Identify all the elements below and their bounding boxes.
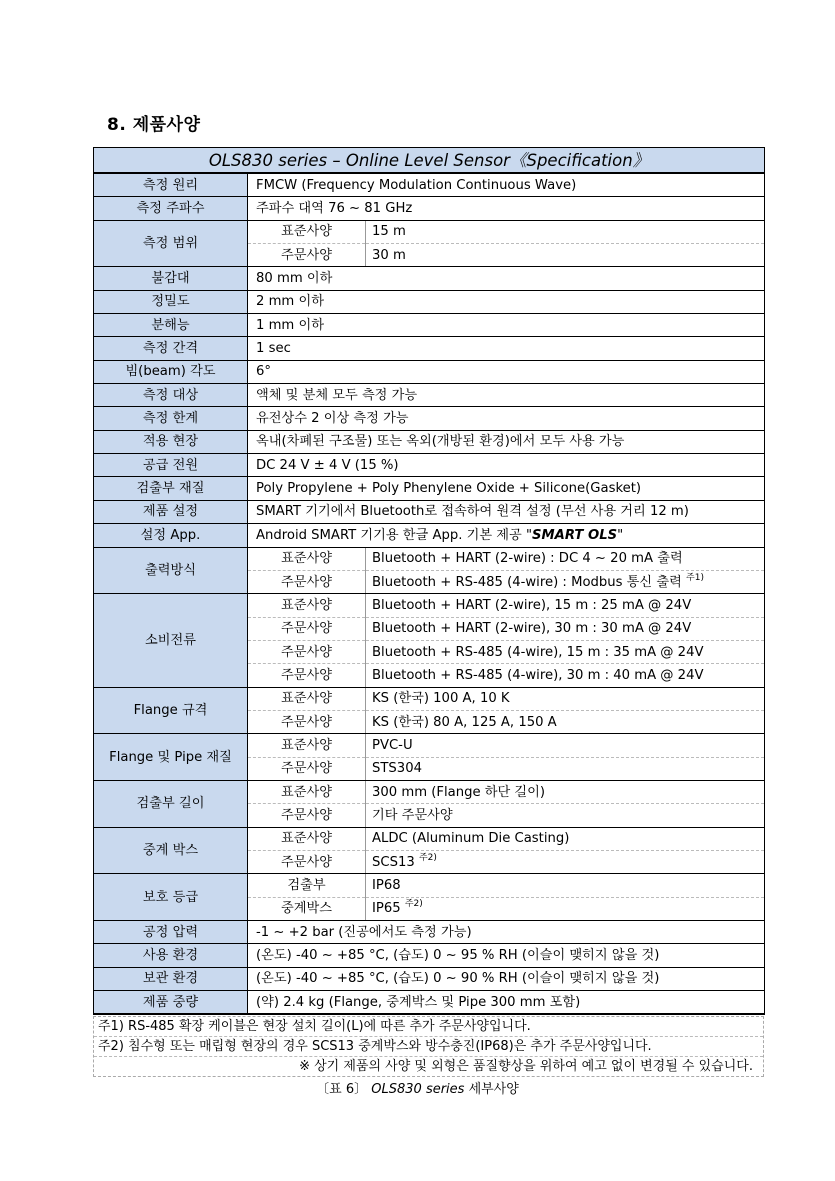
row-value: 주파수 대역 76 ~ 81 GHz: [248, 197, 765, 220]
row-value: FMCW (Frequency Modulation Continuous Wave): [248, 173, 765, 197]
row-value: PVC-U: [366, 734, 765, 757]
table-row: [94, 967, 765, 990]
sub-label: 주문사양: [248, 710, 366, 733]
sub-label: 주문사양: [248, 570, 366, 593]
row-label: Flange 규격: [94, 687, 248, 734]
caption-suffix: 세부사양: [464, 1082, 519, 1097]
row-value: KS (한국) 80 A, 125 A, 150 A: [366, 710, 765, 733]
row-value: (온도) -40 ~ +85 °C, (습도) 0 ~ 90 % RH (이슬이 맺히지 않을 것): [248, 967, 765, 990]
caption-model: OLS830 series: [371, 1082, 465, 1097]
table-row: [94, 547, 765, 570]
section-title: 8. 제품사양: [107, 115, 201, 135]
row-label: 측정 원리: [94, 173, 248, 197]
row-label: 측정 간격: [94, 337, 248, 360]
row-value: [366, 850, 765, 873]
row-value: Bluetooth + HART (2-wire) : DC 4 ~ 20 mA 출력: [366, 547, 765, 570]
row-value: Bluetooth + HART (2-wire), 30 m : 30 mA @ 24V: [366, 617, 765, 640]
sub-label: 주문사양: [248, 617, 366, 640]
row-label: 적용 현장: [94, 430, 248, 453]
junction-opt-text: SCS13: [372, 854, 415, 870]
table-row: [94, 220, 765, 243]
row-label: 공급 전원: [94, 454, 248, 477]
row-value: (온도) -40 ~ +85 °C, (습도) 0 ~ 95 % RH (이슬이 맺히지 않을 것): [248, 944, 765, 967]
footnote-marker: 주1): [686, 572, 704, 583]
sub-label: 주문사양: [248, 804, 366, 827]
table-row: [94, 197, 765, 220]
row-value: 80 mm 이하: [248, 267, 765, 290]
sub-label: 주문사양: [248, 640, 366, 663]
app-brand: SMART OLS: [532, 527, 618, 543]
sub-label: 표준사양: [248, 547, 366, 570]
row-value: Poly Propylene + Poly Phenylene Oxide + Silicone(Gasket): [248, 477, 765, 500]
table-row: [94, 290, 765, 313]
row-value: Bluetooth + RS-485 (4-wire), 15 m : 35 mA @ 24V: [366, 640, 765, 663]
row-value: IP68: [366, 874, 765, 897]
row-value: SMART 기기에서 Bluetooth로 접속하여 원격 설정 (무선 사용 거리 12 m): [248, 500, 765, 523]
footnote-1: 주1) RS-485 확장 케이블은 현장 설치 길이(L)에 따른 추가 주문사양입니다.: [94, 1017, 763, 1037]
app-text: Android SMART 기기용 한글 App. 기본 제공 ": [256, 527, 533, 543]
row-value: 1 sec: [248, 337, 765, 360]
row-label: 불감대: [94, 267, 248, 290]
table-row: [94, 780, 765, 803]
row-label: 측정 한계: [94, 407, 248, 430]
table-row: [94, 921, 765, 944]
app-quote: ": [617, 527, 624, 543]
row-label: 설정 App.: [94, 524, 248, 547]
row-value: Bluetooth + HART (2-wire), 15 m : 25 mA @ 24V: [366, 594, 765, 617]
row-value: KS (한국) 100 A, 10 K: [366, 687, 765, 710]
row-label: 보호 등급: [94, 874, 248, 921]
row-value: 옥내(차폐된 구조물) 또는 옥외(개방된 환경)에서 모두 사용 가능: [248, 430, 765, 453]
row-value: 6°: [248, 360, 765, 383]
sub-label: 표준사양: [248, 220, 366, 243]
row-label: 빔(beam) 각도: [94, 360, 248, 383]
table-row: [94, 407, 765, 430]
row-label: 보관 환경: [94, 967, 248, 990]
table-row: [94, 687, 765, 710]
row-label: 제품 설정: [94, 500, 248, 523]
protection-b-text: IP65: [372, 901, 401, 917]
table-row: [94, 944, 765, 967]
table-row: [94, 734, 765, 757]
row-value: 유전상수 2 이상 측정 가능: [248, 407, 765, 430]
row-value: (약) 2.4 kg (Flange, 중계박스 및 Pipe 300 mm 포함): [248, 991, 765, 1015]
row-value: ALDC (Aluminum Die Casting): [366, 827, 765, 850]
table-row: [94, 337, 765, 360]
row-label: 중계 박스: [94, 827, 248, 874]
row-value: 30 m: [366, 244, 765, 267]
row-value: [366, 897, 765, 920]
row-label: Flange 및 Pipe 재질: [94, 734, 248, 781]
sub-label: 중계박스: [248, 897, 366, 920]
table-row: [94, 267, 765, 290]
footnotes: [93, 1016, 764, 1077]
row-value: STS304: [366, 757, 765, 780]
row-label: 분해능: [94, 314, 248, 337]
table-row: [94, 874, 765, 897]
row-value: 2 mm 이하: [248, 290, 765, 313]
sub-label: 표준사양: [248, 687, 366, 710]
row-label: 검출부 길이: [94, 780, 248, 827]
table-caption: [0, 1078, 835, 1097]
caption-prefix: 〔표 6〕: [316, 1082, 372, 1097]
table-row: [94, 430, 765, 453]
spec-table: [93, 147, 765, 1015]
row-value: 1 mm 이하: [248, 314, 765, 337]
row-label: 정밀도: [94, 290, 248, 313]
table-row: [94, 477, 765, 500]
row-label: 공정 압력: [94, 921, 248, 944]
row-label: 검출부 재질: [94, 477, 248, 500]
row-label: 측정 주파수: [94, 197, 248, 220]
row-value: 기타 주문사양: [366, 804, 765, 827]
row-value: DC 24 V ± 4 V (15 %): [248, 454, 765, 477]
footnote-marker: 주2): [404, 899, 423, 910]
sub-label: 주문사양: [248, 244, 366, 267]
table-row: [94, 991, 765, 1015]
sub-label: 표준사양: [248, 734, 366, 757]
row-value: Bluetooth + RS-485 (4-wire), 30 m : 40 mA @ 24V: [366, 664, 765, 687]
sub-label: 표준사양: [248, 594, 366, 617]
table-row: [94, 500, 765, 523]
footnote-disclaimer: ※ 상기 제품의 사양 및 외형은 품질향상을 위하여 예고 없이 변경될 수 있습니다.: [299, 1059, 753, 1074]
table-row: [94, 360, 765, 383]
row-value: 15 m: [366, 220, 765, 243]
row-value: 액체 및 분체 모두 측정 가능: [248, 384, 765, 407]
sub-label: 주문사양: [248, 664, 366, 687]
table-row: [94, 454, 765, 477]
table-row: [94, 827, 765, 850]
table-header: OLS830 series – Online Level Sensor《Specification》: [94, 148, 765, 174]
row-value: [366, 570, 765, 593]
row-value: 300 mm (Flange 하단 길이): [366, 780, 765, 803]
row-label: 제품 중량: [94, 991, 248, 1015]
row-label: 출력방식: [94, 547, 248, 594]
sub-label: 검출부: [248, 874, 366, 897]
sub-label: 표준사양: [248, 827, 366, 850]
table-row: [94, 384, 765, 407]
sub-label: 주문사양: [248, 757, 366, 780]
table-row: [94, 594, 765, 617]
sub-label: 주문사양: [248, 850, 366, 873]
footnote-marker: 주2): [418, 852, 437, 863]
row-label: 사용 환경: [94, 944, 248, 967]
sub-label: 표준사양: [248, 780, 366, 803]
row-label: 소비전류: [94, 594, 248, 687]
footnote-2: 주2) 침수형 또는 매립형 현장의 경우 SCS13 중계박스와 방수충진(IP68)은 추가 주문사양입니다.: [94, 1037, 763, 1057]
row-value: -1 ~ +2 bar (진공에서도 측정 가능): [248, 921, 765, 944]
row-value: [248, 524, 765, 547]
row-label: 측정 범위: [94, 220, 248, 267]
table-row: [94, 314, 765, 337]
row-label: 측정 대상: [94, 384, 248, 407]
table-row: [94, 173, 765, 197]
output-opt-text: Bluetooth + RS-485 (4-wire) : Modbus 통신 출력: [372, 574, 682, 590]
table-row: [94, 524, 765, 547]
